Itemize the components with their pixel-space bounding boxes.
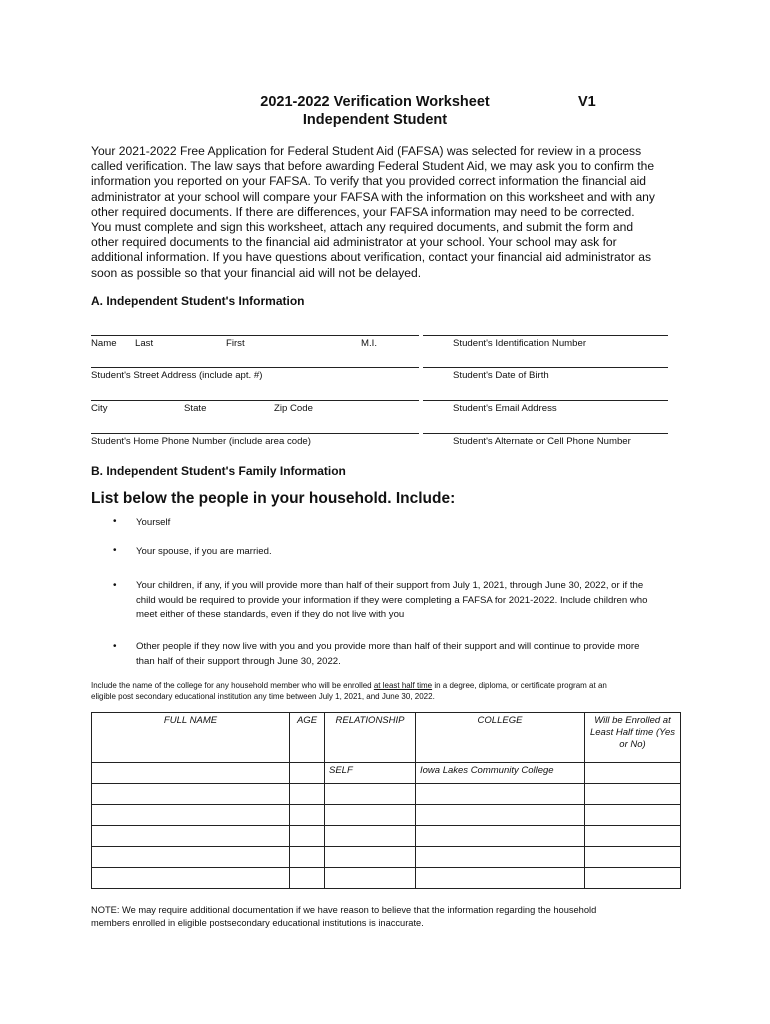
- note-line: NOTE: We may require additional documentation if we have reason to believe that the information regarding the household: [91, 905, 597, 915]
- intro-line: Your 2021-2022 Free Application for Federal Student Aid (FAFSA) was selected for review in a process: [91, 144, 642, 158]
- email-field[interactable]: [423, 400, 668, 401]
- bullet-marker: •: [113, 545, 117, 556]
- cell-relationship[interactable]: SELF: [325, 763, 416, 784]
- cell-enrolled[interactable]: [585, 784, 681, 805]
- intro-line: administrator at your school will compare your FAFSA with the information on this worksheet and with any: [91, 189, 655, 204]
- cell-full-name[interactable]: [92, 847, 290, 868]
- state-label: State: [184, 403, 207, 414]
- instruction-text: Include the name of the college for any household member who will be enrolled: [91, 681, 374, 690]
- cell-enrolled[interactable]: [585, 847, 681, 868]
- cell-full-name[interactable]: [92, 784, 290, 805]
- cell-phone-field[interactable]: [423, 433, 668, 434]
- cell-enrolled[interactable]: [585, 868, 681, 889]
- table-header-row: [92, 713, 681, 763]
- cell-college[interactable]: [416, 805, 585, 826]
- bullet-other-people: [136, 640, 681, 669]
- cell-college[interactable]: [416, 847, 585, 868]
- student-id-label: Student's Identification Number: [453, 338, 587, 349]
- name-label: Name: [91, 338, 117, 349]
- version-label: V1: [578, 94, 596, 110]
- cell-full-name[interactable]: [92, 868, 290, 889]
- college-instruction: [91, 680, 686, 702]
- cell-full-name[interactable]: [92, 805, 290, 826]
- intro-line: other required documents. If there are differences, your FAFSA information may need to be corrected.: [91, 204, 635, 219]
- student-id-field[interactable]: [423, 335, 668, 336]
- cell-relationship[interactable]: [325, 805, 416, 826]
- table-row: [92, 826, 681, 847]
- bullet-line: than half of their support through June 30, 2022.: [136, 655, 341, 667]
- cell-age[interactable]: [290, 847, 325, 868]
- cell-enrolled[interactable]: [585, 763, 681, 784]
- bullet-marker: •: [113, 580, 117, 591]
- cell-relationship[interactable]: [325, 784, 416, 805]
- street-address-field[interactable]: [91, 367, 419, 368]
- bullet-marker: •: [113, 516, 117, 527]
- bullet-line: meet either of these standards, even if they do not live with you: [136, 609, 405, 620]
- date-of-birth-label: Student's Date of Birth: [453, 370, 549, 381]
- cell-college[interactable]: [416, 784, 585, 805]
- header-full-name: FULL NAME: [92, 713, 290, 763]
- cell-age[interactable]: [290, 868, 325, 889]
- bullet-children: [136, 579, 681, 623]
- city-state-zip-field[interactable]: [91, 400, 419, 401]
- intro-line: information you reported on your FAFSA. To verify that you provided correct information the financial aid: [91, 174, 647, 189]
- instruction-text: in a degree, diploma, or certificate program at an: [432, 681, 607, 690]
- header-age: AGE: [290, 713, 325, 763]
- first-name-label: First: [226, 338, 245, 349]
- table-row: [92, 763, 681, 784]
- email-label: Student's Email Address: [453, 403, 557, 414]
- zip-code-label: Zip Code: [274, 403, 313, 414]
- note-line: members enrolled in eligible postsecondary educational institutions is inaccurate.: [91, 918, 424, 928]
- cell-age[interactable]: [290, 826, 325, 847]
- cell-relationship[interactable]: [325, 868, 416, 889]
- note-text: [91, 904, 681, 930]
- bullet-line: Your children, if any, if you will provide more than half of their support from July 1, 2021, through June 30, 2022, or if the: [136, 580, 644, 591]
- instruction-line: [91, 680, 686, 691]
- bullet-marker: •: [113, 641, 117, 652]
- intro-line: other required documents to the financial aid administrator at your school. Your school may ask for: [91, 235, 617, 250]
- instruction-line: eligible post secondary educational institution any time between July 1, 2021, and June 30, 2022.: [91, 692, 435, 701]
- home-phone-label: Student's Home Phone Number (include area code): [91, 436, 311, 447]
- intro-line: additional information. If you have questions about verification, contact your financial aid administrator as: [91, 250, 651, 265]
- last-name-label: Last: [135, 338, 154, 349]
- section-b-heading: B. Independent Student's Family Information: [91, 464, 346, 478]
- street-address-label: Student's Street Address (include apt. #): [91, 370, 263, 381]
- home-phone-field[interactable]: [91, 433, 419, 434]
- intro-line: called verification. The law says that before awarding Federal Student Aid, we may ask you to confirm the: [91, 159, 655, 174]
- intro-line: You must complete and sign this worksheet, attach any required documents, and submit the form and: [91, 220, 634, 235]
- worksheet-subtitle: Independent Student: [302, 112, 448, 128]
- bullet-yourself: [136, 516, 170, 531]
- cell-full-name[interactable]: [92, 826, 290, 847]
- intro-paragraph: [91, 144, 689, 281]
- section-a-heading: A. Independent Student's Information: [91, 294, 305, 308]
- cell-age[interactable]: [290, 763, 325, 784]
- household-list-heading: List below the people in your household. Include:: [91, 490, 456, 507]
- header-college: COLLEGE: [416, 713, 585, 763]
- bullet-line: Yourself: [136, 517, 171, 528]
- bullet-line: child would be required to provide your information if they were completing a FAFSA for 2021-2022. Include children who: [136, 594, 648, 606]
- name-field[interactable]: [91, 335, 419, 336]
- table-row: [92, 847, 681, 868]
- cell-relationship[interactable]: [325, 847, 416, 868]
- cell-phone-label: Student's Alternate or Cell Phone Number: [453, 436, 631, 447]
- worksheet-title: 2021-2022 Verification Worksheet: [260, 94, 490, 110]
- cell-enrolled[interactable]: [585, 805, 681, 826]
- table-row: [92, 784, 681, 805]
- bullet-line: Your spouse, if you are married.: [136, 546, 272, 557]
- cell-enrolled[interactable]: [585, 826, 681, 847]
- header-enrolled: Will be Enrolled at Least Half time (Yes or No): [585, 713, 681, 763]
- cell-full-name[interactable]: [92, 763, 290, 784]
- header-relationship: RELATIONSHIP: [325, 713, 416, 763]
- bullet-spouse: [136, 545, 272, 560]
- middle-initial-label: M.I.: [361, 338, 377, 349]
- cell-relationship[interactable]: [325, 826, 416, 847]
- cell-college[interactable]: Iowa Lakes Community College: [416, 763, 585, 784]
- cell-age[interactable]: [290, 805, 325, 826]
- instruction-underlined: at least half time: [373, 681, 433, 690]
- intro-line: soon as possible so that your financial aid will not be delayed.: [91, 265, 422, 280]
- table-row: [92, 868, 681, 889]
- cell-college[interactable]: [416, 868, 585, 889]
- bullet-line: Other people if they now live with you and you provide more than half of their support and will continue to provide more: [136, 641, 640, 652]
- cell-age[interactable]: [290, 784, 325, 805]
- cell-college[interactable]: [416, 826, 585, 847]
- table-row: [92, 805, 681, 826]
- date-of-birth-field[interactable]: [423, 367, 668, 368]
- city-label: City: [91, 403, 108, 414]
- household-table: [91, 712, 681, 889]
